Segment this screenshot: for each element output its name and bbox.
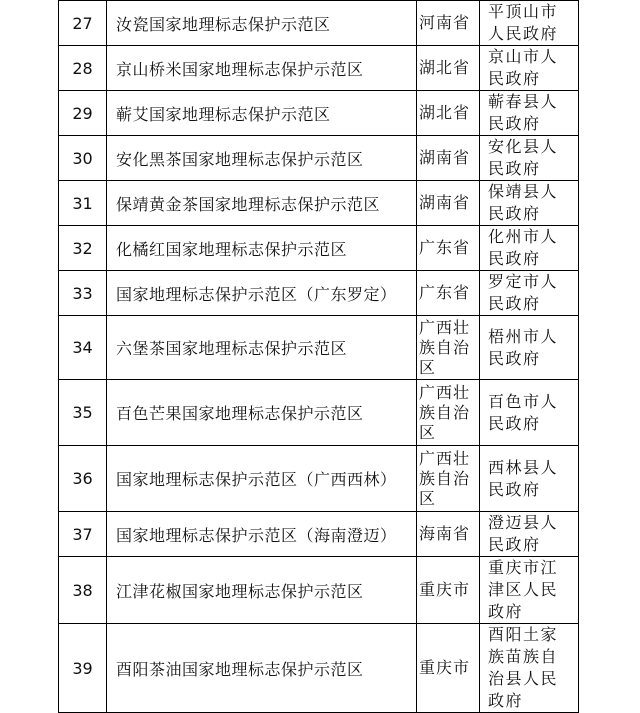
government-cell bbox=[480, 181, 579, 226]
table-row bbox=[59, 512, 579, 557]
province-name: 河南省 bbox=[419, 13, 471, 32]
row-number: 27 bbox=[72, 13, 93, 33]
table-row bbox=[59, 46, 579, 91]
row-number-cell bbox=[59, 46, 107, 91]
province-cell bbox=[417, 136, 480, 181]
zone-name-cell bbox=[107, 512, 417, 557]
zone-name: 国家地理标志保护示范区（海南澄迈） bbox=[116, 525, 397, 545]
government-cell bbox=[480, 316, 579, 380]
table-row bbox=[59, 136, 579, 181]
province-name: 重庆市 bbox=[419, 658, 471, 677]
government-name: 梧州市人民政府 bbox=[488, 326, 559, 368]
province-name: 广东省 bbox=[419, 238, 471, 257]
row-number: 34 bbox=[72, 338, 93, 357]
government-name: 百色市人民政府 bbox=[488, 391, 559, 433]
row-number: 38 bbox=[72, 580, 93, 600]
government-name: 保靖县人民政府 bbox=[488, 182, 559, 223]
government-name: 化州市人民政府 bbox=[488, 227, 559, 268]
government-name: 蕲春县人民政府 bbox=[488, 92, 559, 133]
government-cell bbox=[480, 1, 579, 46]
zone-name: 六堡茶国家地理标志保护示范区 bbox=[116, 339, 348, 358]
government-cell bbox=[480, 624, 579, 713]
table-row bbox=[59, 446, 579, 512]
zone-name: 汝瓷国家地理标志保护示范区 bbox=[116, 14, 331, 34]
province-cell bbox=[417, 624, 480, 713]
row-number-cell bbox=[59, 91, 107, 136]
government-cell bbox=[480, 512, 579, 557]
province-cell bbox=[417, 316, 480, 380]
zone-name: 蕲艾国家地理标志保护示范区 bbox=[116, 104, 331, 124]
province-name: 广东省 bbox=[419, 283, 471, 302]
government-name: 重庆市江津区人民政府 bbox=[488, 558, 559, 621]
government-name: 澄迈县人民政府 bbox=[488, 513, 559, 554]
government-name: 安化县人民政府 bbox=[488, 137, 559, 178]
government-name: 西林县人民政府 bbox=[488, 457, 559, 499]
government-cell bbox=[480, 557, 579, 624]
row-number: 37 bbox=[72, 524, 93, 544]
row-number: 35 bbox=[72, 403, 93, 422]
table-row bbox=[59, 624, 579, 713]
zone-name: 江津花椒国家地理标志保护示范区 bbox=[116, 581, 364, 601]
zone-name-cell bbox=[107, 446, 417, 512]
zone-name: 化橘红国家地理标志保护示范区 bbox=[116, 239, 348, 259]
table-row bbox=[59, 380, 579, 446]
row-number-cell bbox=[59, 557, 107, 624]
table-row bbox=[59, 271, 579, 316]
row-number-cell bbox=[59, 136, 107, 181]
zone-name: 京山桥米国家地理标志保护示范区 bbox=[116, 59, 364, 79]
zone-name-cell bbox=[107, 91, 417, 136]
zone-name: 酉阳茶油国家地理标志保护示范区 bbox=[116, 659, 364, 679]
zone-name-cell bbox=[107, 46, 417, 91]
table-row bbox=[59, 316, 579, 380]
government-name: 京山市人民政府 bbox=[488, 47, 559, 88]
row-number: 32 bbox=[72, 238, 93, 258]
government-cell bbox=[480, 446, 579, 512]
zone-name: 国家地理标志保护示范区（广东罗定） bbox=[116, 284, 397, 304]
province-cell bbox=[417, 91, 480, 136]
government-name: 平顶山市人民政府 bbox=[488, 2, 559, 43]
province-name: 湖北省 bbox=[419, 58, 471, 77]
province-name: 广西壮族自治区 bbox=[419, 448, 471, 508]
province-cell bbox=[417, 46, 480, 91]
zone-name-cell bbox=[107, 316, 417, 380]
province-name: 湖南省 bbox=[419, 193, 471, 212]
zone-name-cell bbox=[107, 1, 417, 46]
zone-name-cell bbox=[107, 181, 417, 226]
government-name: 罗定市人民政府 bbox=[488, 272, 559, 313]
province-cell bbox=[417, 1, 480, 46]
province-cell bbox=[417, 446, 480, 512]
province-name: 湖南省 bbox=[419, 148, 471, 167]
province-name: 广西壮族自治区 bbox=[419, 382, 471, 442]
zone-name-cell bbox=[107, 271, 417, 316]
row-number: 36 bbox=[72, 469, 93, 488]
row-number-cell bbox=[59, 624, 107, 713]
province-cell bbox=[417, 226, 480, 271]
zone-name: 国家地理标志保护示范区（广西西林） bbox=[116, 470, 397, 489]
row-number-cell bbox=[59, 380, 107, 446]
zone-name: 保靖黄金茶国家地理标志保护示范区 bbox=[116, 194, 381, 214]
government-cell bbox=[480, 136, 579, 181]
province-name: 重庆市 bbox=[419, 580, 471, 599]
province-cell bbox=[417, 271, 480, 316]
table-row bbox=[59, 1, 579, 46]
government-name: 酉阳土家族苗族自治县人民政府 bbox=[488, 625, 559, 710]
zone-name-cell bbox=[107, 136, 417, 181]
row-number: 29 bbox=[72, 103, 93, 123]
province-cell bbox=[417, 557, 480, 624]
demonstration-zone-table bbox=[58, 0, 579, 713]
government-cell bbox=[480, 226, 579, 271]
row-number-cell bbox=[59, 271, 107, 316]
row-number: 30 bbox=[72, 148, 93, 168]
government-cell bbox=[480, 380, 579, 446]
zone-name-cell bbox=[107, 557, 417, 624]
zone-name-cell bbox=[107, 624, 417, 713]
row-number: 33 bbox=[72, 283, 93, 303]
table-row bbox=[59, 226, 579, 271]
province-cell bbox=[417, 380, 480, 446]
zone-name-cell bbox=[107, 380, 417, 446]
zone-name-cell bbox=[107, 226, 417, 271]
row-number-cell bbox=[59, 446, 107, 512]
row-number: 31 bbox=[72, 193, 93, 213]
province-name: 湖北省 bbox=[419, 103, 471, 122]
government-cell bbox=[480, 271, 579, 316]
province-cell bbox=[417, 512, 480, 557]
row-number-cell bbox=[59, 316, 107, 380]
row-number-cell bbox=[59, 1, 107, 46]
row-number-cell bbox=[59, 226, 107, 271]
row-number: 28 bbox=[72, 58, 93, 78]
row-number: 39 bbox=[72, 658, 93, 678]
zone-name: 安化黑茶国家地理标志保护示范区 bbox=[116, 149, 364, 169]
row-number-cell bbox=[59, 181, 107, 226]
table-body bbox=[59, 1, 579, 713]
table-row bbox=[59, 91, 579, 136]
province-name: 海南省 bbox=[419, 524, 471, 543]
table-row bbox=[59, 557, 579, 624]
province-cell bbox=[417, 181, 480, 226]
province-name: 广西壮族自治区 bbox=[419, 317, 471, 377]
government-cell bbox=[480, 91, 579, 136]
row-number-cell bbox=[59, 512, 107, 557]
table-row bbox=[59, 181, 579, 226]
government-cell bbox=[480, 46, 579, 91]
zone-name: 百色芒果国家地理标志保护示范区 bbox=[116, 404, 364, 423]
